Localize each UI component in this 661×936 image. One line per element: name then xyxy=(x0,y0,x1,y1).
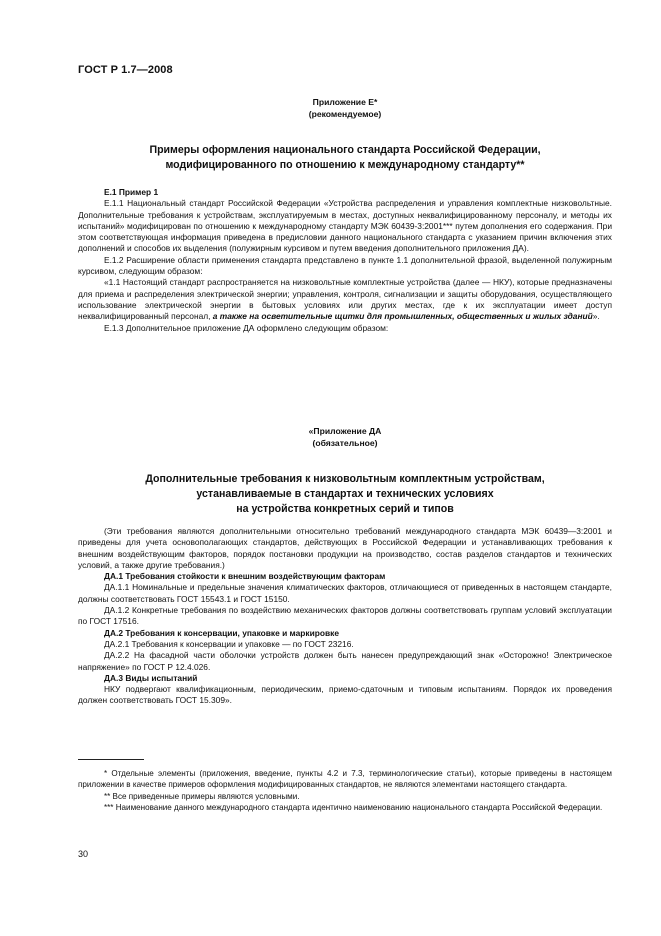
annex-e-status: (рекомендуемое) xyxy=(308,109,382,119)
annex-da-title-line2: устанавливаемые в стандартах и технических условиях xyxy=(196,488,494,500)
page-number: 30 xyxy=(78,849,89,859)
annex-da-intro: (Эти требования являются дополнительными относительно требований международного стандарта МЭК 60439—3:2001 и приведены для учета основополагающих стандартов, действующих в Российской Федерации и устанавливающих требования к внешним воздействующим факторов, порядок постановки продукции на производство, состав разделов стандартов и технических условий, а также другие требования.) xyxy=(78,526,612,570)
annex-da-title-line3: на устройства конкретных серий и типов xyxy=(236,503,454,515)
quote-closing: ». xyxy=(592,311,600,322)
section-heading-da1: ДА.1 Требования стойкости к внешним воздействующим факторам xyxy=(104,571,386,582)
paragraph-e13: Е.1.3 Дополнительное приложение ДА оформлено следующим образом: xyxy=(104,322,389,333)
example1-section xyxy=(78,187,612,334)
paragraph-da21: ДА.2.1 Требования к консервации и упаковке — по ГОСТ 23216. xyxy=(104,638,354,649)
paragraph-da22: ДА.2.2 На фасадной части оболочки устройств должен быть нанесен предупреждающий знак «Осторожно! Электрическое напряжение» по ГОСТ Р 12.4.026. xyxy=(78,650,612,672)
footnote-3: *** Наименование данного международного стандарта идентично наименованию национального стандарта Российской Федерации. xyxy=(104,803,603,813)
annex-e-label: Приложение Е* xyxy=(312,97,378,107)
annex-da-body xyxy=(78,526,612,707)
quote-plain-text: «1.1 Настоящий стандарт распространяется на низковольтные комплектные устройства (далее — НКУ), которые предназначены для приема и распределения электрической энергии; управления, контроля, сигнализации и защиты оборудования, осуществляющего использование электрической энергии в бытовых условиях или других местах, где к их эксплуатации имеет доступ неквалифицированный персонал, xyxy=(78,277,612,322)
annex-da-title xyxy=(78,472,612,517)
annex-da-status: (обязательное) xyxy=(312,438,378,448)
annex-da-heading xyxy=(78,425,612,449)
paragraph-e12: Е.1.2 Расширение области применения стандарта представлено в пункте 1.1 дополнительной фразой, выделенной полужирным курсивом, следующим образом: xyxy=(78,254,612,277)
annex-e-title xyxy=(78,143,612,173)
paragraph-e11: Е.1.1 Национальный стандарт Российской Федерации «Устройства распределения и управления комплектные низковольтные. Дополнительные требования к устройствам, эксплуатируемым в местах, доступных неквалифицированному персоналу, и методы их испытаний» модифицирован по отношению к международному стандарту МЭК 60439-3:2001*** путем дополнения его содержания. При этом соответствующая информация приведена в предисловии данного национального стандарта с указанием причин включения этих дополнений и способов их выделения (полужирным курсивом и путем введения дополнительного приложения ДА). xyxy=(78,198,612,254)
footnote-1: * Отдельные элементы (приложения, введение, пункты 4.2 и 7.3, терминологические статьи), которые приведены в настоящем приложении в качестве примеров оформления модифицированных стандартов, не являются элементами настоящего стандарта. xyxy=(78,769,612,790)
annex-da-label: «Приложение ДА xyxy=(308,426,382,436)
annex-e-title-line1: Примеры оформления национального стандарта Российской Федерации, xyxy=(149,144,541,156)
paragraph-da3: НКУ подвергают квалификационным, периодическим, приемо-сдаточным и типовым испытаниям. Порядок их проведения должен соответствовать ГОСТ 15.309». xyxy=(78,684,612,706)
footnote-separator xyxy=(78,759,144,760)
paragraph-da12: ДА.1.2 Конкретные требования по воздействию механических факторов должны соответствовать группам условий эксплуатации по ГОСТ 17516. xyxy=(78,605,612,627)
quote-clause-1-1 xyxy=(78,277,612,322)
example1-heading: Е.1 Пример 1 xyxy=(104,187,159,197)
annex-da-title-line1: Дополнительные требования к низковольтным комплектным устройствам, xyxy=(145,473,545,485)
paragraph-da11: ДА.1.1 Номинальные и предельные значения климатических факторов, отличающиеся от приведенных в настоящем стандарте, должны соответствовать ГОСТ 15543.1 и ГОСТ 15150. xyxy=(78,582,612,604)
footnotes xyxy=(78,768,612,814)
section-heading-da3: ДА.3 Виды испытаний xyxy=(104,672,198,683)
annex-e-heading xyxy=(78,96,612,120)
document-standard-code: ГОСТ Р 1.7—2008 xyxy=(78,64,173,76)
footnote-2: ** Все приведенные примеры являются условными. xyxy=(104,791,300,801)
section-heading-da2: ДА.2 Требования к консервации, упаковке и маркировке xyxy=(104,627,339,638)
quote-emphasized-text: а также на осветительные щитки для промышленных, общественных и жилых зданий xyxy=(212,311,593,322)
annex-e-title-line2: модифицированного по отношению к международному стандарту** xyxy=(165,159,525,171)
